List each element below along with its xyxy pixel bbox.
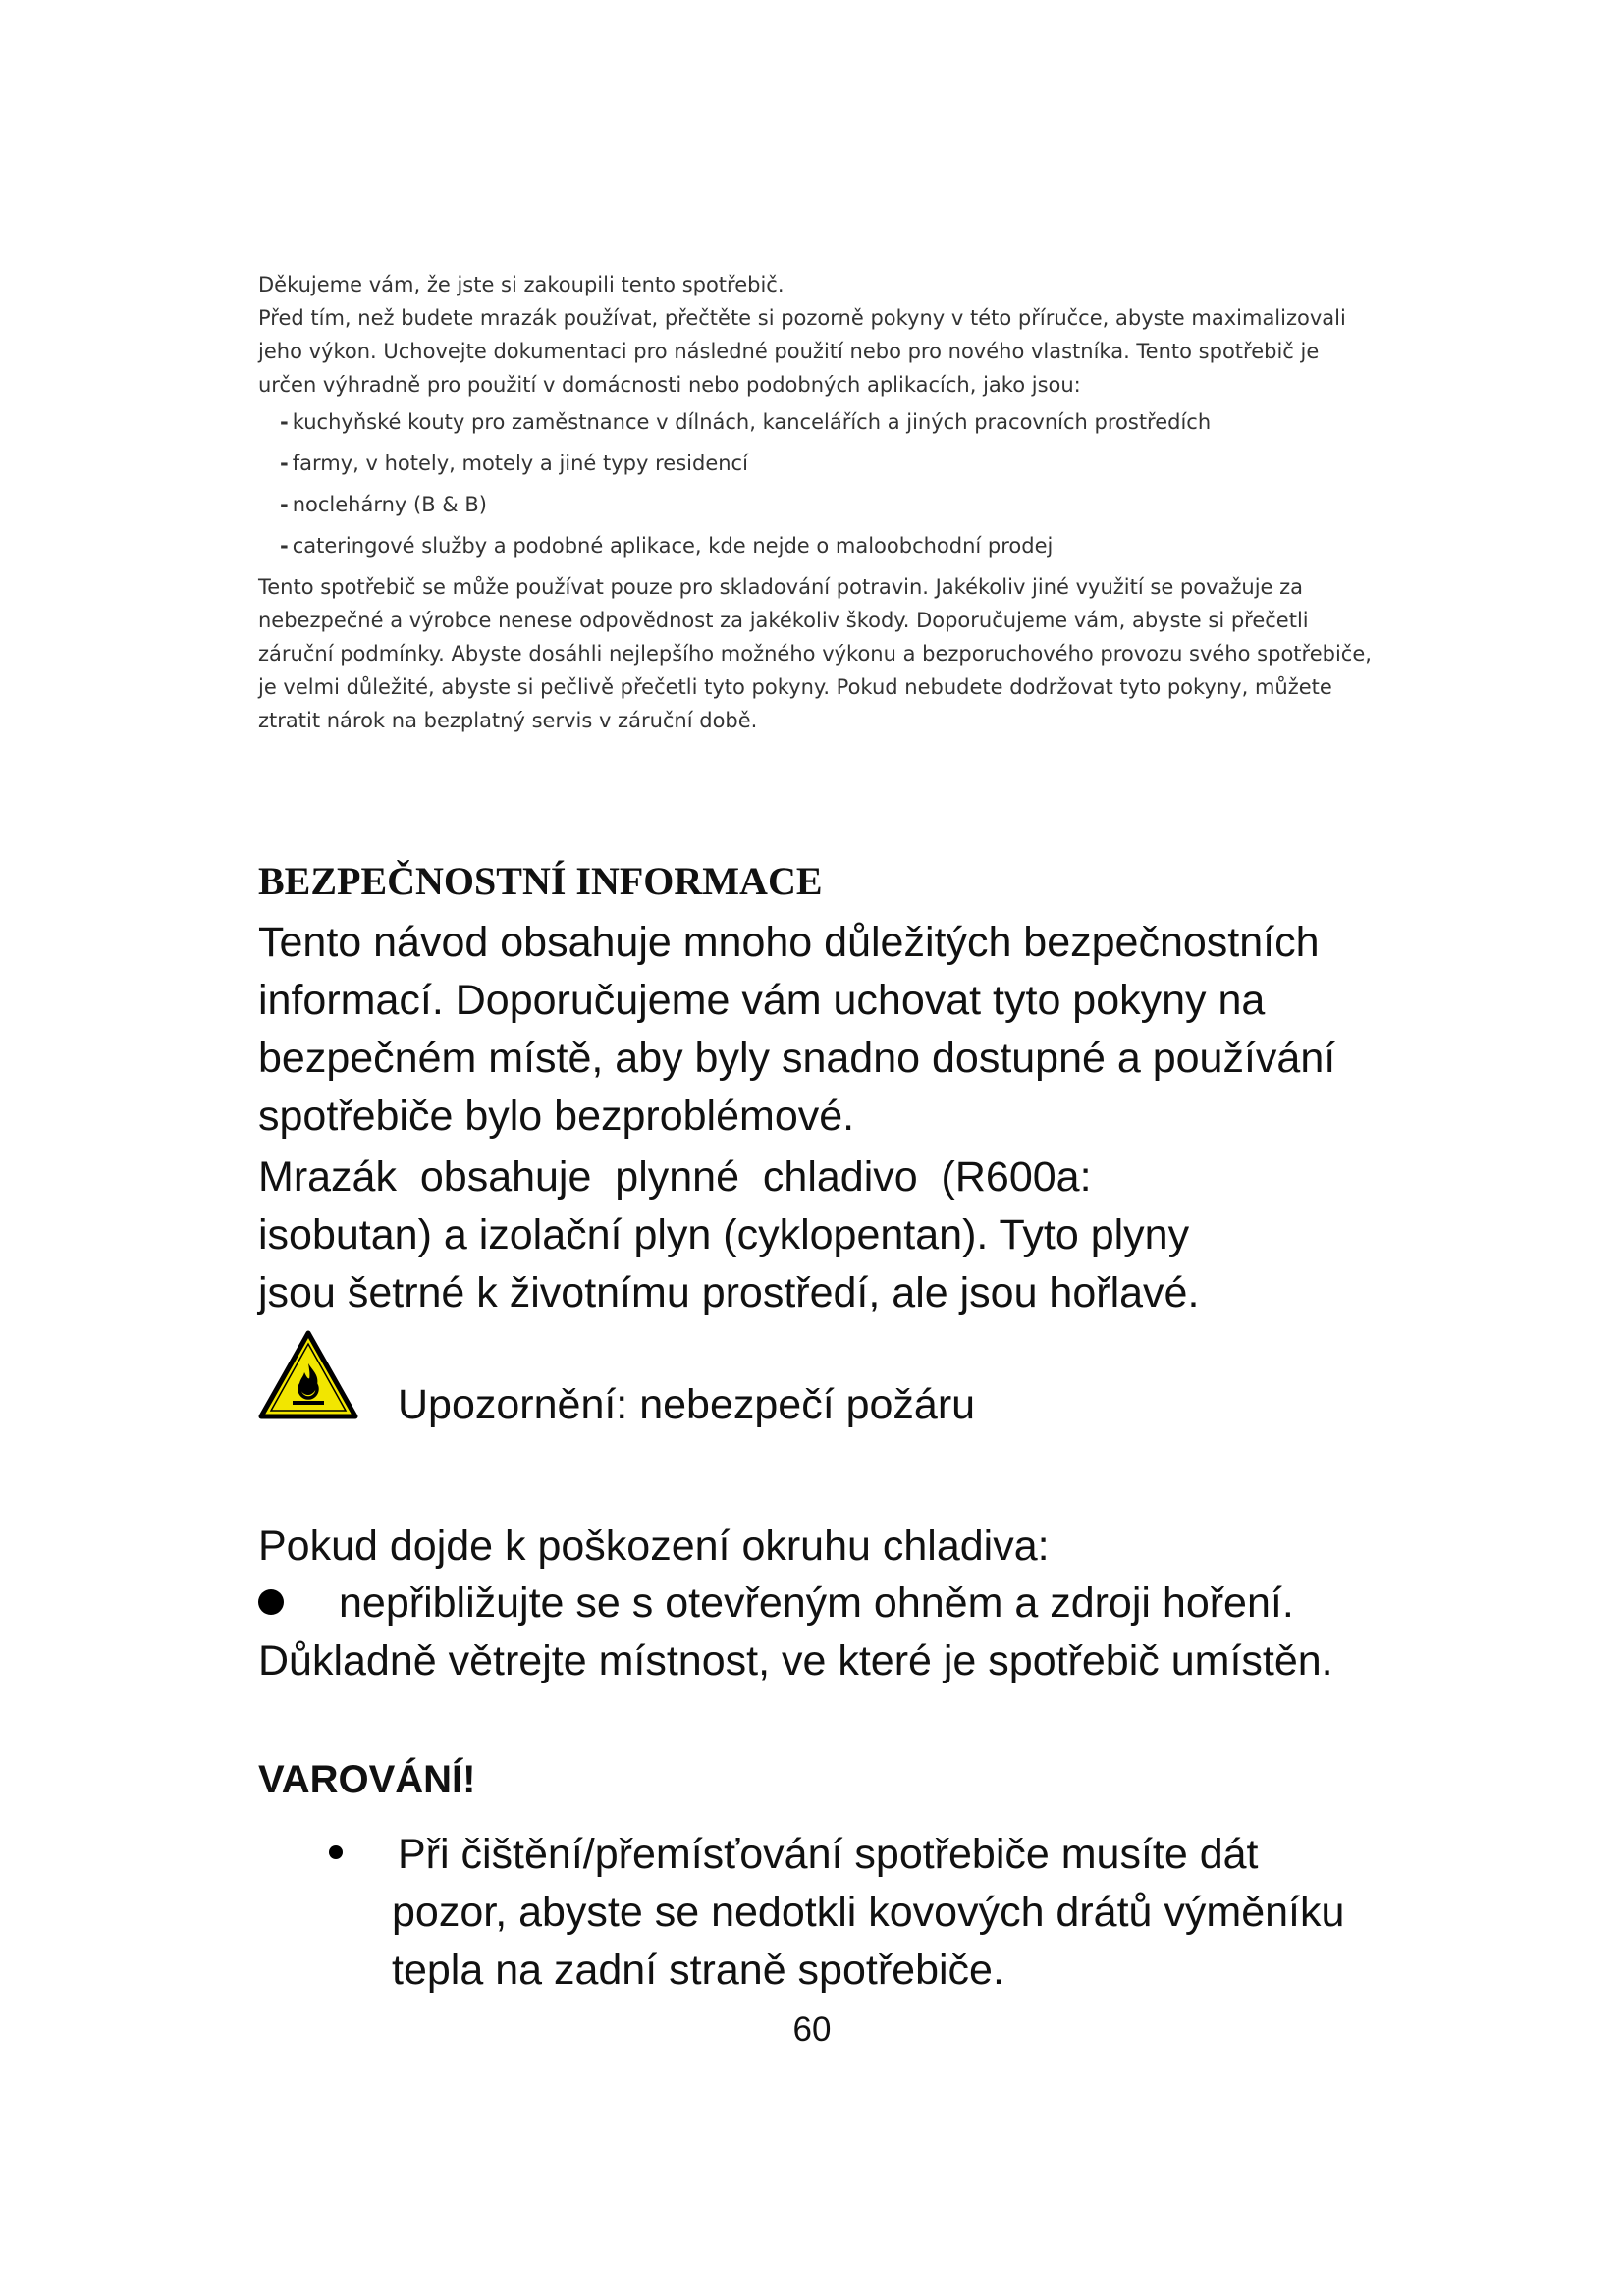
- fire-warning-text: Upozornění: nebezpečí požáru: [398, 1381, 976, 1428]
- bullet-icon: [258, 1589, 284, 1615]
- usage-list: [258, 405, 1378, 562]
- warning-list-text: Při čištění/přemísťování spotřebiče musíte dát pozor, abyste se nedotkli kovových drátů výměníku tepla na zadní straně spotřebiče.: [392, 1831, 1345, 1994]
- usage-list-text: farmy, v hotely, motely a jiné typy residencí: [292, 452, 748, 475]
- warning-list: [329, 1826, 1370, 2000]
- safety-paragraph: Tento návod obsahuje mnoho důležitých bezpečnostních informací. Doporučujeme vám uchovat tyto pokyny na bezpečném místě, aby byly snadno dostupné a používání spotřebiče bylo bezproblémové.: [258, 919, 1336, 1140]
- usage-list-item: [280, 447, 1378, 480]
- dash-bullet: -: [280, 493, 289, 516]
- usage-list-text: noclehárny (B & B): [292, 493, 487, 516]
- intro-closing: Tento spotřebič se může používat pouze pro skladování potravin. Jakékoliv jiné využití se považuje za nebezpečné a výrobce nenese odpovědnost za jakékoliv škody. Doporučujeme vám, abyste si přečetli záruční podmínky. Abyste dosáhli nejlepšího možného výkonu a bezporuchového provozu svého spotřebiče, je velmi důležité, abyste si pečlivě přečetli tyto pokyny. Pokud nebudete dodržovat tyto pokyny, můžete ztratit nárok na bezplatný servis v záruční době.: [258, 575, 1372, 732]
- refrigerant-paragraph: [258, 1148, 1397, 1322]
- refrigerant-line: isobutan) a izolační plyn (cyklopentan). Tyto plyny: [258, 1211, 1190, 1258]
- bullet-icon: [329, 1845, 343, 1859]
- usage-list-text: cateringové služby a podobné aplikace, kde nejde o maloobchodní prodej: [292, 534, 1054, 558]
- damage-item: [258, 1575, 1397, 1690]
- intro-instructions: Před tím, než budete mrazák používat, přečtěte si pozorně pokyny v této příručce, abyste maximalizovali jeho výkon. Uchovejte dokumentaci pro následné použití nebo pro nového vlastníka. Tento spotřebič je určen výhradně pro použití v domácnosti nebo podobných aplikacích, jako jsou:: [258, 306, 1346, 397]
- refrigerant-line: jsou šetrné k životnímu prostředí, ale jsou hořlavé.: [258, 1269, 1200, 1316]
- refrigerant-line: Mrazák obsahuje plynné chladivo (R600a:: [258, 1153, 1092, 1201]
- dash-bullet: -: [280, 452, 289, 475]
- warning-list-item: [329, 1826, 1370, 2000]
- fire-warning: [258, 1330, 1338, 1428]
- page-number: 60: [792, 2010, 832, 2049]
- warning-label: VAROVÁNÍ!: [258, 1758, 476, 1801]
- usage-list-item: [280, 529, 1378, 562]
- section-heading: BEZPEČNOSTNÍ INFORMACE: [258, 859, 823, 903]
- damage-item-text: nepřibližujte se s otevřeným ohněm a zdroji hoření. Důkladně větrejte místnost, ve které je spotřebič umístěn.: [258, 1579, 1333, 1684]
- dash-bullet: -: [280, 410, 289, 434]
- usage-list-item: [280, 488, 1378, 521]
- fire-hazard-icon: [258, 1330, 358, 1420]
- dash-bullet: -: [280, 534, 289, 558]
- intro-section: [258, 268, 1378, 737]
- intro-thanks: Děkujeme vám, že jste si zakoupili tento spotřebič.: [258, 273, 785, 296]
- usage-list-text: kuchyňské kouty pro zaměstnance v dílnách, kancelářích a jiných pracovních prostředích: [292, 410, 1212, 434]
- damage-title: Pokud dojde k poškození okruhu chladiva:: [258, 1522, 1050, 1570]
- usage-list-item: [280, 405, 1378, 439]
